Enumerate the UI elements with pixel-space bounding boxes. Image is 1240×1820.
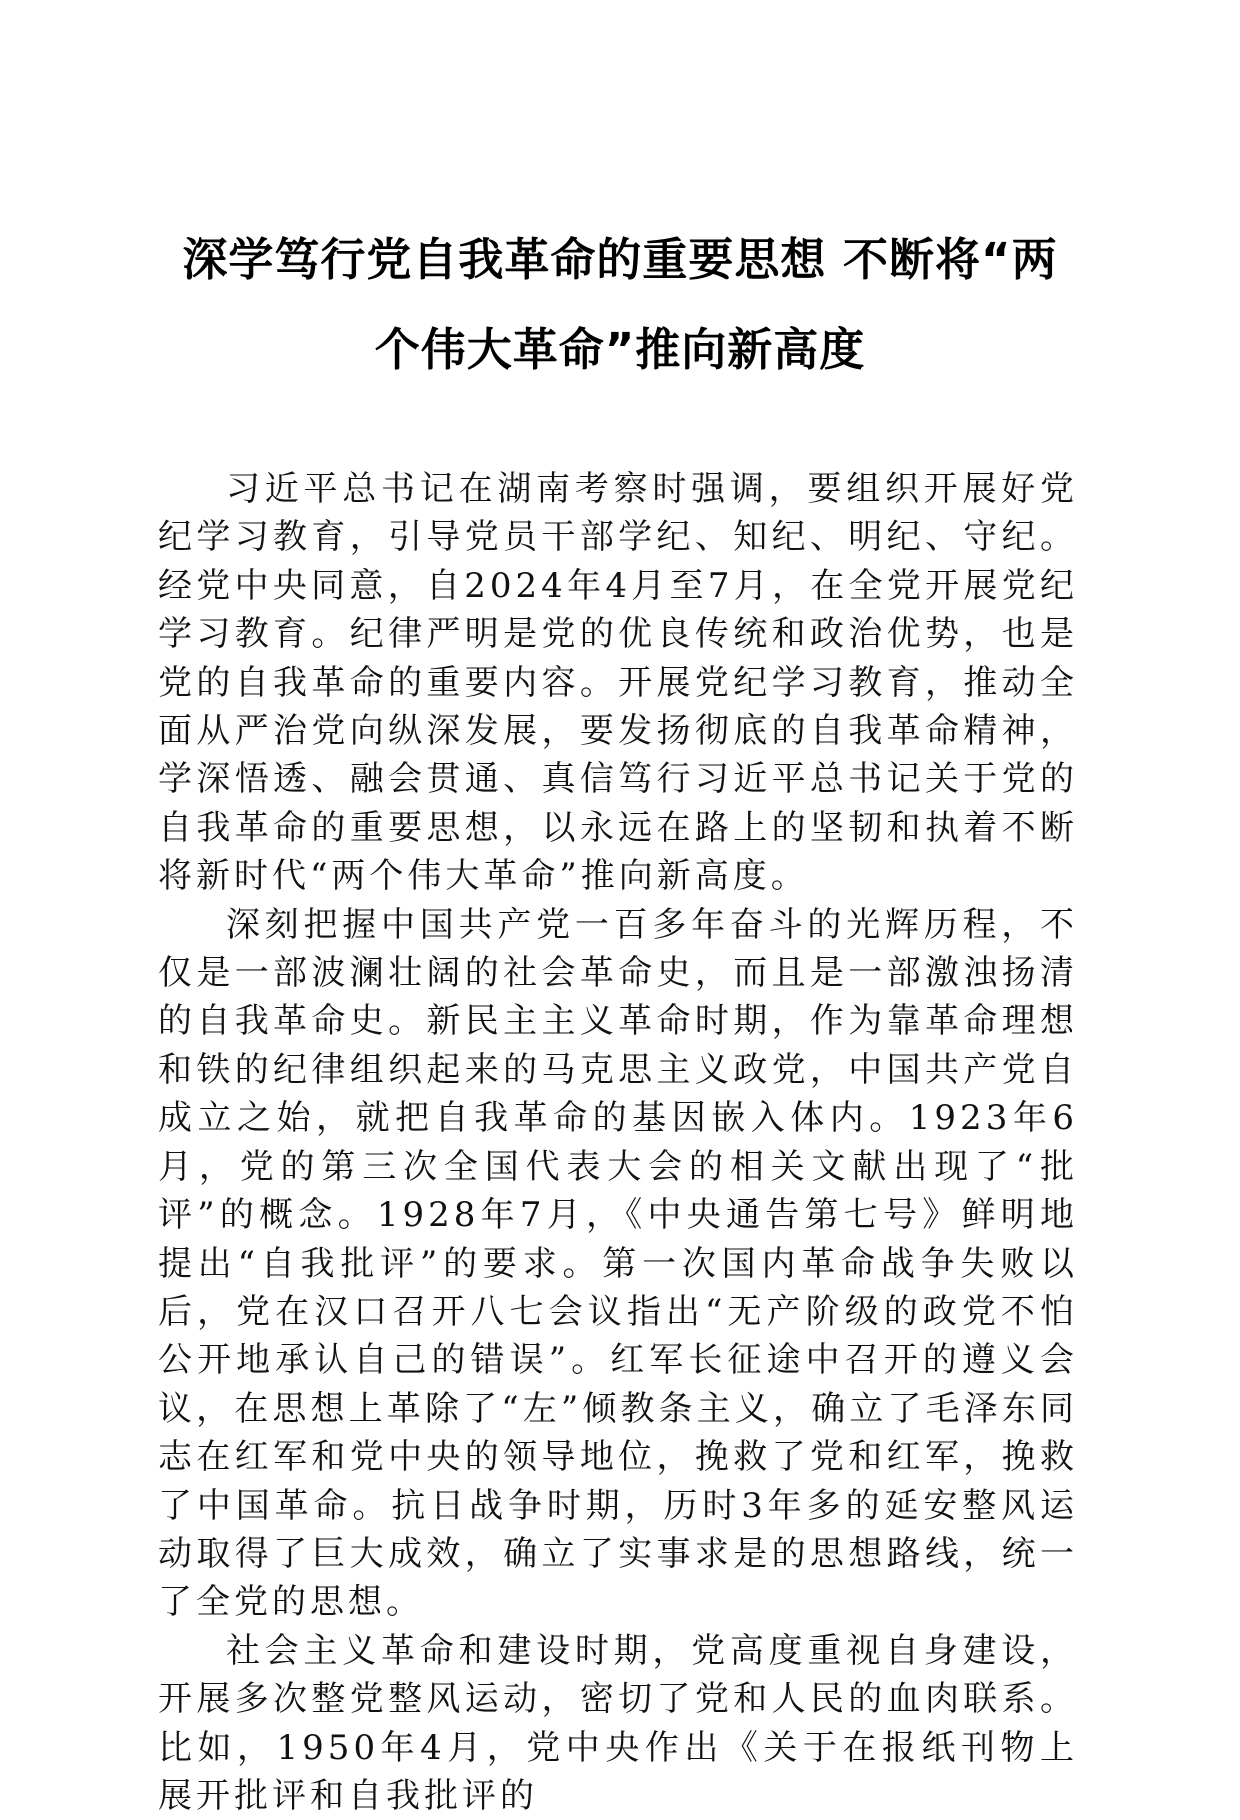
title-line-2: 个伟大革命”推向新高度 <box>374 323 866 376</box>
document-body <box>158 465 1078 1820</box>
paragraph-1: 习近平总书记在湖南考察时强调，要组织开展好党纪学习教育，引导党员干部学纪、知纪、明纪、守纪。经党中央同意，自2024年4月至7月，在全党开展党纪学习教育。纪律严明是党的优良传统和政治优势，也是党的自我革命的重要内容。开展党纪学习教育，推动全面从严治党向纵深发展，要发扬彻底的自我革命精神，学深悟透、融会贯通、真信笃行习近平总书记关于党的自我革命的重要思想，以永远在路上的坚韧和执着不断将新时代“两个伟大革命”推向新高度。 <box>158 469 1078 897</box>
document-title <box>150 215 1090 395</box>
paragraph-3: 社会主义革命和建设时期，党高度重视自身建设，开展多次整党整风运动，密切了党和人民的血肉联系。比如，1950年4月，党中央作出《关于在报纸刊物上展开批评和自我批评的 <box>158 1630 1078 1816</box>
title-line-1: 深学笃行党自我革命的重要思想 不断将“两 <box>182 233 1058 286</box>
paragraph-2: 深刻把握中国共产党一百多年奋斗的光辉历程，不仅是一部波澜壮阔的社会革命史，而且是一部激浊扬清的自我革命史。新民主主义革命时期，作为靠革命理想和铁的纪律组织起来的马克思主义政党，中国共产党自成立之始，就把自我革命的基因嵌入体内。1923年6月，党的第三次全国代表大会的相关文献出现了“批评”的概念。1928年7月，《中央通告第七号》鲜明地提出“自我批评”的要求。第一次国内革命战争失败以后，党在汉口召开八七会议指出“无产阶级的政党不怕公开地承认自己的错误”。红军长征途中召开的遵义会议，在思想上革除了“左”倾教条主义，确立了毛泽东同志在红军和党中央的领导地位，挽救了党和红军，挽救了中国革命。抗日战争时期，历时3年多的延安整风运动取得了巨大成效，确立了实事求是的思想路线，统一了全党的思想。 <box>158 904 1078 1623</box>
